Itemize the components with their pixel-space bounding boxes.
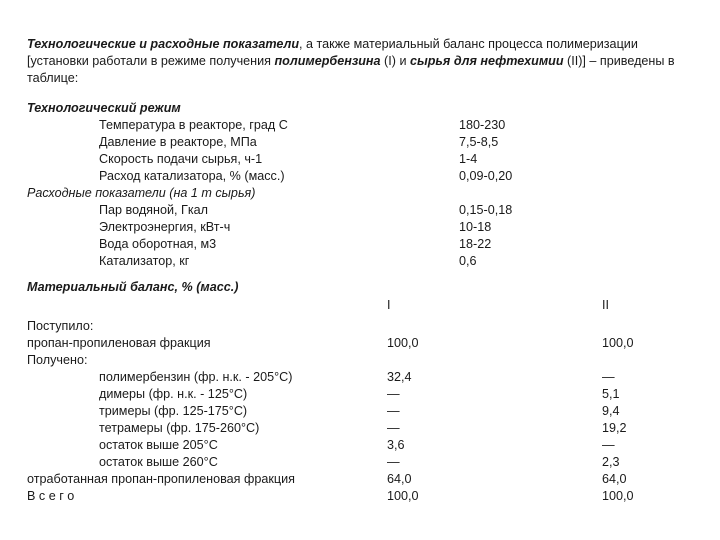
balance-value-2: 64,0 [602, 472, 627, 486]
balance-value-1: 64,0 [387, 472, 412, 486]
balance-row-label: остаток выше 205°С [99, 438, 218, 452]
consumption-label: Вода оборотная, м3 [99, 237, 217, 251]
intro-text-2: (I) и [380, 54, 410, 68]
consumption-value: 10-18 [459, 220, 492, 234]
balance-row-label: полимербензин (фр. н.к. - 205°С) [99, 370, 293, 384]
tech-mode-value: 7,5-8,5 [459, 135, 499, 149]
tech-mode-label: Температура в реакторе, град С [99, 118, 288, 132]
intro-text-1: , а также материальный баланс процесса полимеризации [установки работали в режиме получения [27, 37, 638, 68]
tech-mode-label: Расход катализатора, % (масс.) [99, 169, 285, 183]
balance-col-header-1: I [387, 298, 391, 312]
tech-mode-label: Скорость подачи сырья, ч-1 [99, 152, 263, 166]
consumption-label: Катализатор, кг [99, 254, 190, 268]
balance-section-label: Получено: [27, 353, 88, 367]
balance-value-2: 2,3 [602, 455, 620, 469]
consumption-value: 18-22 [459, 237, 492, 251]
balance-col-header-2: II [602, 298, 609, 312]
balance-value-1: — [387, 387, 400, 401]
intro-bold-title: Технологические и расходные показатели [27, 37, 300, 51]
balance-value-1: — [387, 404, 400, 418]
balance-row-label: остаток выше 260°С [99, 455, 218, 469]
consumption-value: 0,6 [459, 254, 477, 268]
balance-section-label: Поступило: [27, 319, 94, 333]
intro-text-3: (II)] – приведены в таблице: [27, 54, 675, 85]
balance-total-value-2: 100,0 [602, 489, 634, 503]
balance-value-2: 19,2 [602, 421, 627, 435]
balance-value-2: 100,0 [602, 336, 634, 350]
balance-value-1: 100,0 [387, 336, 419, 350]
balance-row-label: тетрамеры (фр. 175-260°С) [99, 421, 260, 435]
consumption-label: Пар водяной, Гкал [99, 203, 208, 217]
balance-value-2: 5,1 [602, 387, 620, 401]
intro-paragraph [27, 36, 687, 87]
intro-term-2: сырья для нефтехимии [409, 54, 564, 68]
consumption-value: 0,15-0,18 [459, 203, 513, 217]
balance-value-2: — [602, 438, 615, 452]
balance-value-2: 9,4 [602, 404, 620, 418]
tech-mode-label: Давление в реакторе, МПа [99, 135, 257, 149]
balance-total-value-1: 100,0 [387, 489, 419, 503]
tech-mode-value: 180-230 [459, 118, 506, 132]
tech-mode-heading: Технологический режим [27, 101, 181, 115]
balance-row-label: отработанная пропан-пропиленовая фракция [27, 472, 295, 486]
consumption-heading: Расходные показатели (на 1 т сырья) [27, 186, 256, 200]
balance-total-label: В с е г о [27, 489, 75, 503]
tech-mode-value: 0,09-0,20 [459, 169, 513, 183]
intro-term-1: полимербензина [274, 54, 381, 68]
balance-row-label: пропан-пропиленовая фракция [27, 336, 211, 350]
balance-row-label: тримеры (фр. 125-175°С) [99, 404, 248, 418]
balance-value-1: — [387, 455, 400, 469]
balance-value-2: — [602, 370, 615, 384]
balance-value-1: 3,6 [387, 438, 405, 452]
balance-value-1: — [387, 421, 400, 435]
balance-value-1: 32,4 [387, 370, 412, 384]
tech-mode-value: 1-4 [459, 152, 478, 166]
balance-row-label: димеры (фр. н.к. - 125°С) [99, 387, 248, 401]
balance-heading: Материальный баланс, % (масс.) [27, 280, 239, 294]
consumption-label: Электроэнергия, кВт-ч [99, 220, 231, 234]
